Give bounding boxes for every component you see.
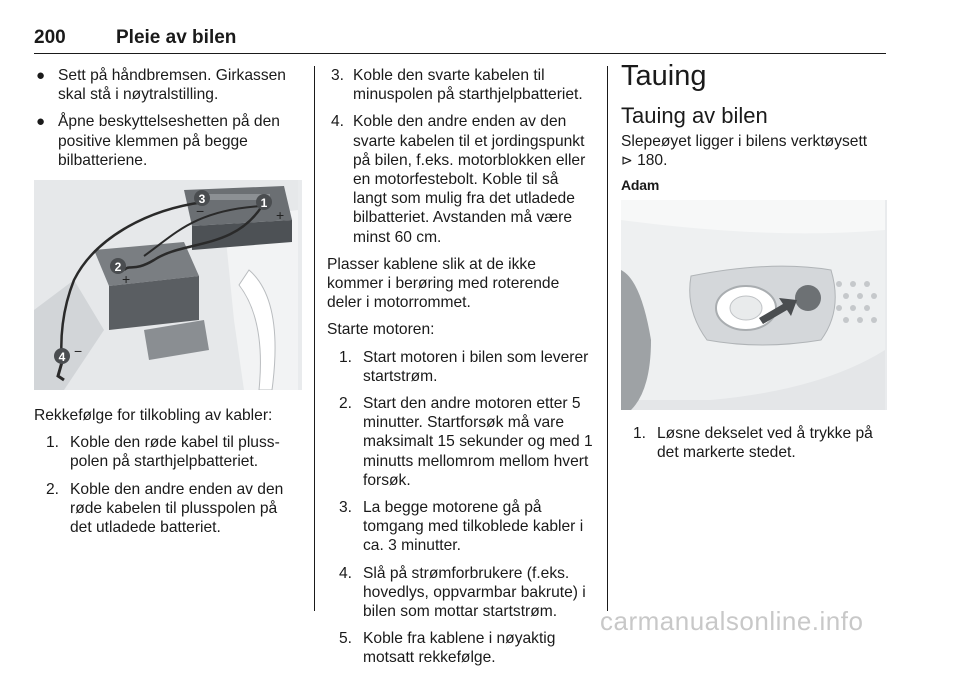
intro-text: Slepeøyet ligger i bilens verktøysett ⊳ 180. xyxy=(621,133,868,170)
connection-steps xyxy=(34,433,302,537)
plus-sign: + xyxy=(122,271,131,288)
list-item: 1. Koble den røde kabel til pluss-polen på starthjelpbatteriet. xyxy=(46,434,280,471)
column-right xyxy=(621,60,887,470)
towing-eye-cover-icon xyxy=(795,285,821,311)
bullet-list xyxy=(34,66,302,170)
page-reference-arrow-icon: ⊳ xyxy=(621,152,633,169)
column-middle xyxy=(327,66,595,676)
minus-sign: − xyxy=(196,203,205,220)
bullet-icon: ● xyxy=(36,113,46,131)
towing-steps xyxy=(621,424,887,462)
towing-eye-cover-illustration xyxy=(621,200,887,410)
list-item: 2. Koble den andre enden av den røde kabelen til plusspolen på det utladede batteriet. xyxy=(46,480,284,537)
list-item: 5. Koble fra kablene i nøyaktig motsatt rekkefølge. xyxy=(339,630,556,667)
chapter-title: Pleie av bilen xyxy=(116,27,237,48)
page-header xyxy=(34,27,886,54)
list-item: 4. Slå på strømforbrukere (f.eks. hovedlys, oppvarmbar bakrute) i bilen som mottar startstrøm. xyxy=(339,564,586,621)
start-engine-heading: Starte motoren: xyxy=(327,321,435,339)
list-item: 3. Koble den svarte kabelen til minuspolen på starthjelpbatteriet. xyxy=(331,67,583,104)
column-divider xyxy=(607,66,608,611)
figure-caption: Rekkefølge for tilkobling av kabler: xyxy=(34,407,273,425)
connection-steps-continued xyxy=(327,66,595,247)
cable-placement-note: Plasser kablene slik at de ikke kommer i berøring med roterende deler i motorrommet. xyxy=(327,255,560,312)
section-subtitle: Tauing av bilen xyxy=(621,103,768,128)
list-item: 2. Start den andre motoren etter 5 minutter. Startforsøk må vare maksimalt 15 sekunder og med 1 minutts mellomrom mellom hvert forsøk. xyxy=(339,395,593,489)
page-number: 200 xyxy=(34,27,66,48)
list-item: ● Åpne beskyttelseshetten på den positive klemmen på begge bilbatteriene. xyxy=(36,113,280,169)
plus-sign: + xyxy=(276,207,285,224)
list-item: 1. Løsne dekselet ved å trykke på det markerte stedet. xyxy=(633,424,873,461)
bullet-icon: ● xyxy=(36,67,46,84)
column-divider xyxy=(314,66,315,611)
list-item: 3. La begge motorene gå på tomgang med tilkoblede kabler i ca. 3 minutter. xyxy=(339,499,584,555)
start-engine-steps xyxy=(327,348,595,668)
battery-jumpstart-illustration xyxy=(34,180,302,390)
figure-label-2: 2 xyxy=(114,260,122,275)
model-label: Adam xyxy=(621,177,660,194)
list-item: 1. Start motoren i bilen som leverer startstrøm. xyxy=(339,348,589,385)
minus-sign: − xyxy=(74,343,83,360)
figure-label-3: 3 xyxy=(198,192,206,207)
list-item: ● Sett på håndbremsen. Girkassen skal stå i nøytralstilling. xyxy=(36,67,286,104)
figure-label-4: 4 xyxy=(58,350,66,365)
figure-label-1: 1 xyxy=(260,196,268,211)
watermark: carmanualsonline.info xyxy=(600,606,864,636)
list-item: 4. Koble den andre enden av den svarte kabelen til et jordingspunkt på bilen, f.eks. motorblokken eller en motorfestebolt. Koble til så langt som mulig fra det utladede bilbatteriet. Avstanden må være minst 60 cm. xyxy=(331,113,586,246)
column-left xyxy=(34,66,302,545)
section-title: Tauing xyxy=(621,60,707,92)
page-reference: 180. xyxy=(637,152,668,170)
